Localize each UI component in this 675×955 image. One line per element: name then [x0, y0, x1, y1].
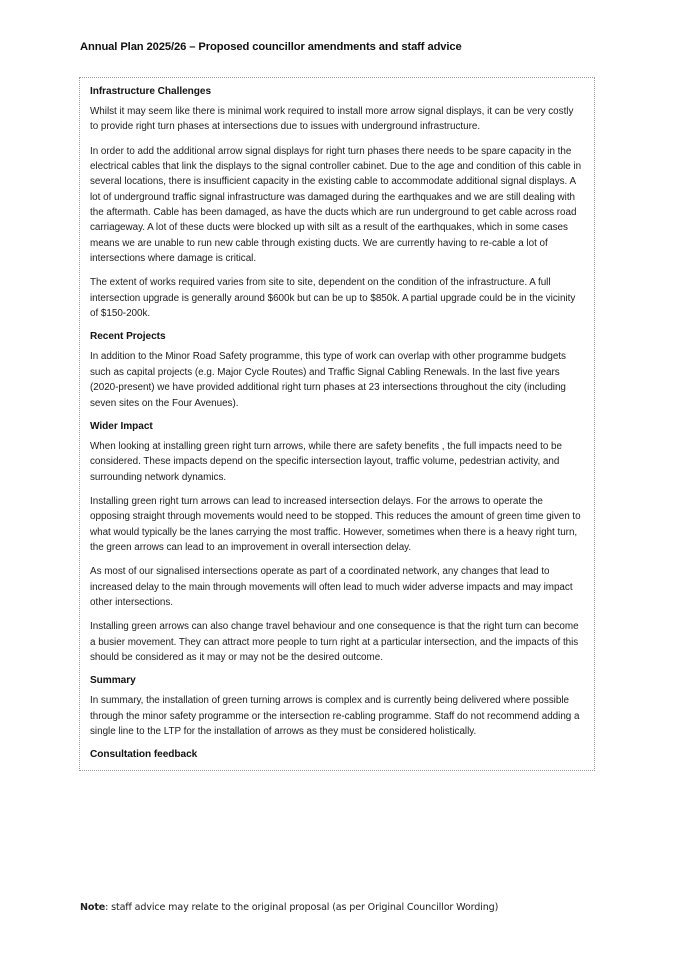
section-heading-wider-impact: Wider Impact: [90, 420, 153, 432]
paragraph: Installing green right turn arrows can lead to increased intersection delays. For the arrows to operate the opposing straight through movements would need to be stopped. This reduces the amount of green time given to what would typically be the lanes carrying the most traffic. However, sometimes when there is a heavy right turn, the green arrows can lead to an improvement in overall intersection delay.: [90, 495, 581, 553]
section-heading-summary: Summary: [90, 675, 136, 687]
section-heading-infrastructure-challenges: Infrastructure Challenges: [90, 86, 212, 97]
paragraph: In addition to the Minor Road Safety programme, this type of work can overlap with other programme budgets such as capital projects (e.g. Major Cycle Routes) and Traffic Signal Cabling Renewals. In the last five years (2020-present) we have provided additional right turn phases at 23 intersections throughout the city (including seven sites on the Four Avenues).: [90, 351, 566, 409]
section-heading-recent-projects: Recent Projects: [90, 331, 166, 343]
paragraph: The extent of works required varies from site to site, dependent on the condition of the infrastructure. A full intersection upgrade is generally around $600k but can be up to $850k. A partial upgrade could be in the vicinity of $150-200k.: [90, 277, 576, 320]
footer-note-text: : staff advice may relate to the original proposal (as per Original Councillor Wording): [105, 902, 499, 913]
paragraph: Whilst it may seem like there is minimal work required to install more arrow signal displays, it can be very costly to provide right turn phases at intersections due to issues with underground infrastructure.: [90, 106, 574, 133]
paragraph: Installing green arrows can also change travel behaviour and one consequence is that the right turn can become a busier movement. They can attract more people to turn right at a particular intersection, and the impacts of this should be considered as it may or may not be the desired outcome.: [90, 621, 579, 663]
paragraph: When looking at installing green right turn arrows, while there are safety benefits , the full impacts need to be considered. These impacts depend on the specific intersection layout, traffic volume, pedestrian activity, and surrounding network dynamics.: [90, 440, 562, 483]
footer-note-label: Note: [80, 902, 106, 913]
staff-advice-box: [79, 77, 595, 771]
section-heading-consultation-feedback: Consultation feedback: [90, 749, 198, 761]
paragraph: In order to add the additional arrow signal displays for right turn phases there needs to be spare capacity in the electrical cables that link the displays to the signal controller cabinet. Due to the age and condition of this cable in several locations, there is insufficient capacity in the existing cable to accommodate additional signal displays. A lot of underground traffic signal infrastructure was damaged during the earthquakes and we are still dealing with the aftermath. Cable has been damaged, as have the ducts which are run underground to get cable across road carriageway. A lot of these ducts were blocked up with silt as a result of the earthquakes, which in some cases means we are unable to run new cable through existing ducts. We are currently having to re-cable a lot of intersections where damage is critical.: [90, 145, 582, 265]
footer-note: [80, 901, 610, 914]
paragraph: As most of our signalised intersections operate as part of a coordinated network, any changes that lead to increased delay to the main through movements will often lead to much wider adverse impacts and may impact other intersections.: [90, 566, 573, 608]
paragraph: In summary, the installation of green turning arrows is complex and is currently being delivered where possible through the minor safety programme or the intersection re-cabling programme. Staff do not recommend adding a single line to the LTP for the installation of arrows as they must be considered holistically.: [90, 695, 580, 737]
page-title: Annual Plan 2025/26 – Proposed councillor amendments and staff advice: [80, 41, 462, 53]
